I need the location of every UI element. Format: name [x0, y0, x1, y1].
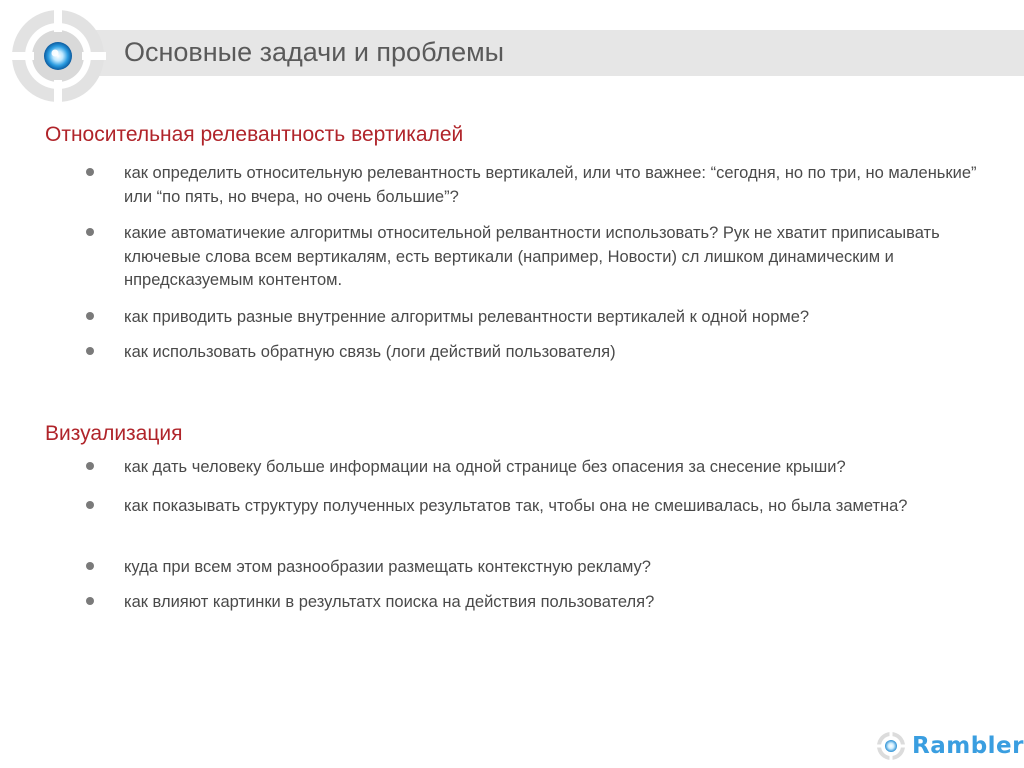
- brand-name: Rambler: [912, 733, 1024, 759]
- list-item: как приводить разные внутренние алгоритмы релевантности вертикалей к одной норме?: [124, 308, 810, 326]
- list-item: куда при всем этом разнообразии размещать контекстную рекламу?: [124, 558, 651, 576]
- bullet-dot: [86, 228, 94, 236]
- list-item: какие автоматичекие алгоритмы относительной релвантности использовать? Рук не хватит приписаывать ключевые слова всем вертикалям, есть вертикали (например, Новости) сл лишком динамическим и нпредсказуемым контентом.: [124, 224, 940, 289]
- bullet-dot: [86, 462, 94, 470]
- list-item: как использовать обратную связь (логи действий пользователя): [124, 343, 616, 361]
- bullet-dot: [86, 347, 94, 355]
- section-heading-relevance: Относительная релевантность вертикалей: [45, 123, 464, 146]
- bullet-dot: [86, 168, 94, 176]
- bullet-dot: [86, 562, 94, 570]
- section-heading-visualization: Визуализация: [45, 422, 183, 445]
- rambler-logo-icon: [876, 731, 906, 761]
- slide-title: Основные задачи и проблемы: [124, 37, 505, 67]
- list-item: как показывать структуру полученных результатов так, чтобы она не смешивалась, но была заметна?: [124, 497, 908, 515]
- brand-logo: [876, 728, 1024, 764]
- bullet-dot: [86, 312, 94, 320]
- header-emblem-icon: [10, 8, 106, 104]
- list-item: как определить относительную релевантность вертикалей, или что важнее: “сегодня, но по три, но маленькие” или “по пять, но вчера, но очень большие”?: [124, 164, 977, 206]
- list-item: как дать человеку больше информации на одной странице без опасения за снесение крыши?: [124, 458, 846, 476]
- list-item: как влияют картинки в результатх поиска на действия пользователя?: [124, 593, 655, 611]
- bullet-dot: [86, 597, 94, 605]
- bullet-dot: [86, 501, 94, 509]
